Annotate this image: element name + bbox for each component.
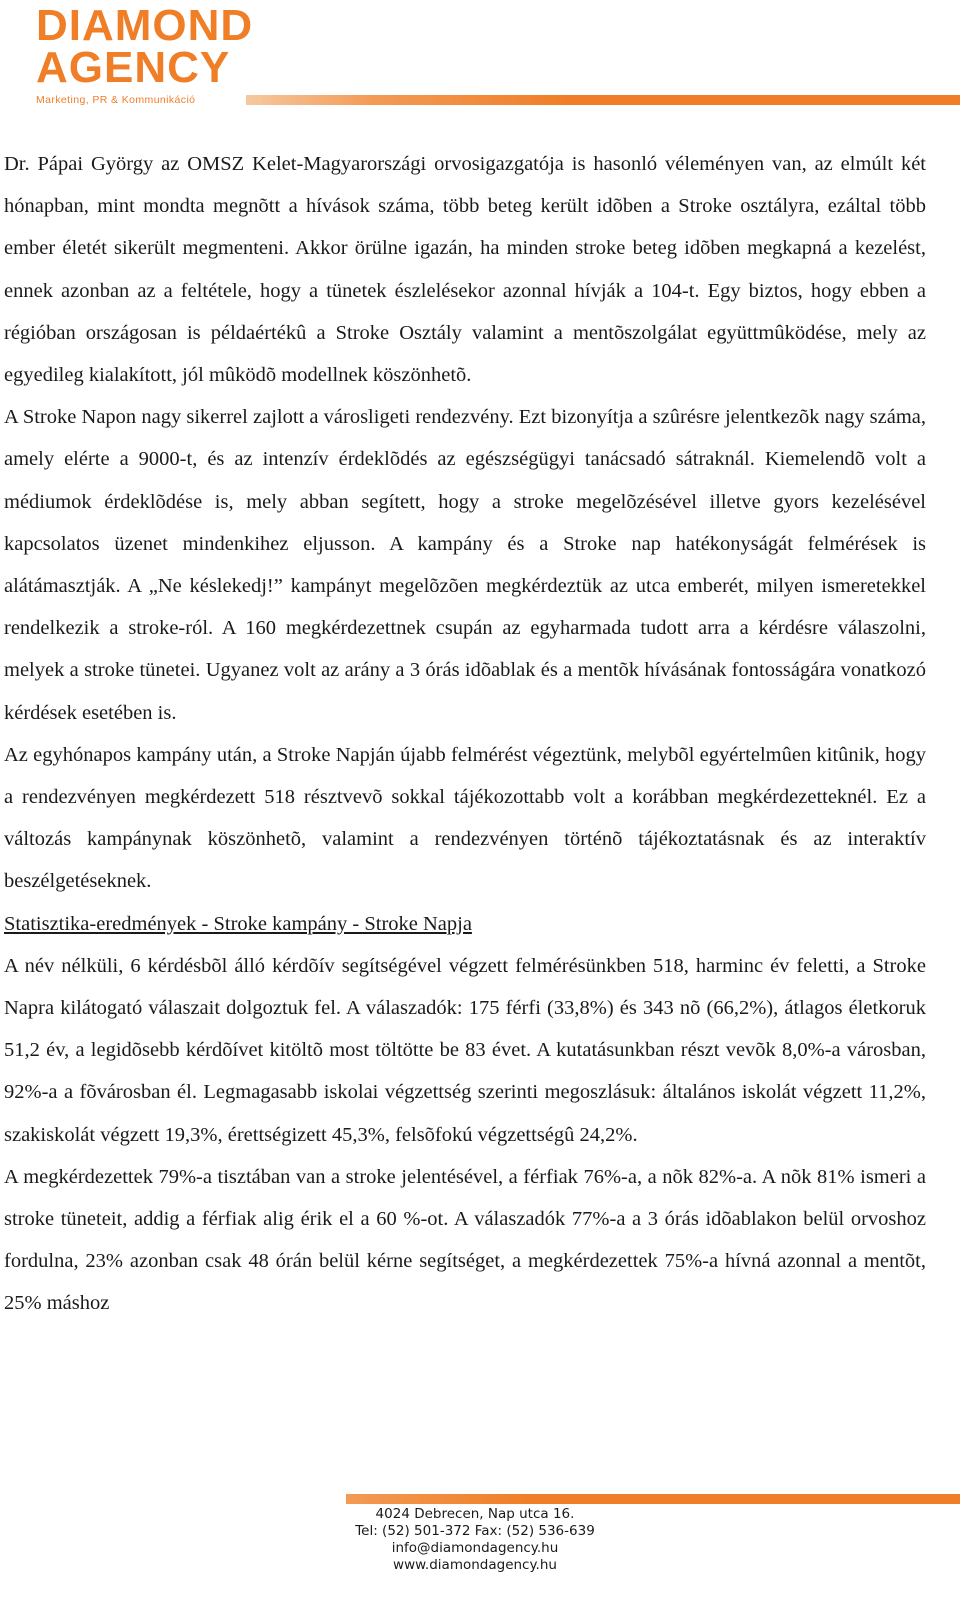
contact-block: [330, 1506, 620, 1574]
page-footer: [0, 1480, 960, 1617]
paragraph-omsz: Dr. Pápai György az OMSZ Kelet-Magyarországi orvosigazgatója is hasonló véleményen van, az elmúlt két hónapban, mint mondta megnõtt a hívások száma, több beteg került idõben a Stroke osztályra, ezáltal több ember életét sikerült megmenteni. Akkor örülne igazán, ha minden stroke beteg idõben megkapná a kezelést, ennek azonban az a feltétele, hogy a tünetek észlelésekor azonnal hívják a 104-t. Egy biztos, hogy ebben a régióban országosan is példaértékû a Stroke Osztály valamint a mentõszolgálat együttmûködése, mely az egyedileg kialakított, jól mûködõ modellnek köszönhetõ.: [4, 153, 926, 387]
logo-word-diamond: DIAMOND: [36, 1, 254, 50]
logo-word-agency: AGENCY: [36, 43, 231, 92]
section-heading-statistics: Statisztika-eredmények - Stroke kampány - Stroke Napja: [4, 912, 472, 935]
document-body: [4, 143, 926, 1325]
header-divider-bar: [246, 95, 960, 105]
footer-address: 4024 Debrecen, Nap utca 16.: [375, 1506, 575, 1522]
footer-email: info@diamondagency.hu: [391, 1540, 559, 1556]
page-header: [0, 0, 960, 115]
logo-tagline: Marketing, PR & Kommunikáció: [36, 94, 196, 106]
paragraph-stroke-day: A Stroke Napon nagy sikerrel zajlott a városligeti rendezvény. Ezt bizonyítja a szûrésre jelentkezõk nagy száma, amely elérte a 9000-t, és az intenzív érdeklõdés az egészségügyi tanácsadó sátraknál. Kiemelendõ volt a médiumok érdeklõdése is, mely abban segített, hogy a stroke megelõzésével illetve gyors kezelésével kapcsolatos üzenet mindenkihez eljusson. A kampány és a Stroke nap hatékonyságát felmérések is alátámasztják. A „Ne késlekedj!” kampányt megelõzõen megkérdeztük az utca emberét, milyen ismeretekkel rendelkezik a stroke-ról. A 160 megkérdezettnek csupán az egyharmada tudott arra a kérdésre válaszolni, melyek a stroke tünetei. Ugyanez volt az arány a 3 órás idõablak és a mentõk hívásának fontosságára vonatkozó kérdések esetében is.: [4, 406, 926, 724]
footer-phones: Tel: (52) 501-372 Fax: (52) 536-639: [355, 1523, 595, 1539]
footer-divider-bar: [346, 1494, 960, 1504]
paragraph-respondents: A név nélküli, 6 kérdésbõl álló kérdõív segítségével végzett felmérésünkben 518, harminc év feletti, a Stroke Napra kilátogató válaszait dolgoztuk fel. A válaszadók: 175 férfi (33,8%) és 343 nõ (66,2%), átlagos életkoruk 51,2 év, a legidõsebb kérdõívet kitöltõ most töltötte be 83 évet. A kutatásunkban részt vevõk 8,0%-a városban, 92%-a a fõvárosban él. Legmagasabb iskolai végzettség szerinti megoszlásuk: általános iskolát végzett 11,2%, szakiskolát végzett 19,3%, érettségizett 45,3%, felsõfokú végzettségû 24,2%.: [4, 954, 926, 1146]
diamond-agency-logo: [36, 1, 306, 106]
footer-website: www.diamondagency.hu: [393, 1557, 557, 1573]
paragraph-results: A megkérdezettek 79%-a tisztában van a stroke jelentésével, a férfiak 76%-a, a nõk 82%-a. A nõk 81% ismeri a stroke tüneteit, addig a férfiak alig érik el a 60 %-ot. A válaszadók 77%-a a 3 órás idõablakon belül orvoshoz fordulna, 23% azonban csak 48 órán belül kérne segítséget, a megkérdezettek 75%-a hívná azonnal a mentõt, 25% máshoz: [4, 1165, 926, 1315]
paragraph-campaign-survey: Az egyhónapos kampány után, a Stroke Napján újabb felmérést végeztünk, melybõl egyértelmûen kitûnik, hogy a rendezvényen megkérdezett 518 résztvevõ sokkal tájékozottabb volt a korábban megkérdezetteknél. Ez a változás kampánynak köszönhetõ, valamint a rendezvényen történõ tájékoztatásnak és az interaktív beszélgetéseknek.: [4, 743, 926, 893]
